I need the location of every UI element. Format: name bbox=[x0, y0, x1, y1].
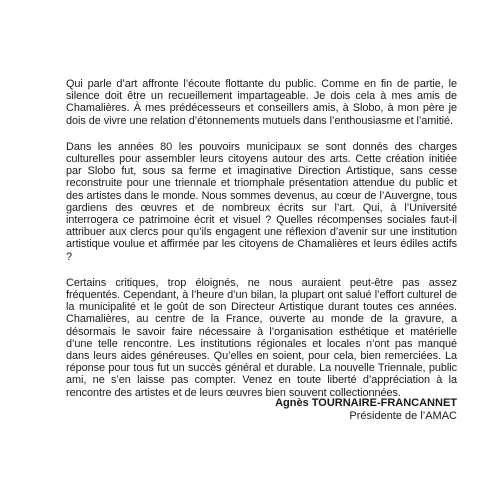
paragraph-1: Qui parle d’art affronte l’écoute flottante du public. Comme en fin de partie, le silence doit être un recueillement impartageable. Je dois cela à mes amis de Chamalières. À mes prédécesseurs et conseillers amis, à Slobo, à mon père je dois de vivre une relation d’étonnements mutuels dans l’enthousiasme et l’amitié. bbox=[66, 78, 457, 127]
paragraph-3: Certains critiques, trop éloignés, ne nous auraient peut-être pas assez fréquentés. Cependant, à l’heure d’un bilan, la plupart ont salué l’effort culturel de la municipalité et le goût de son Directeur Artistique durant toutes ces années. Chamalières, au centre de la France, ouverte au monde de la gravure, a désormais le savoir faire nécessaire à l’organisation esthétique et matérielle d’une telle rencontre. Les institutions régionales et locales n’ont pas manqué dans leurs aides généreuses. Qu’elles en soient, pour cela, bien remerciées. La réponse pour tous fut un succès général et durable. La nouvelle Triennale, public ami, ne s’en laisse pas compter. Venez en toute liberté d’appréciation à la rencontre des artistes et de leurs œuvres bien souvent collectionnées. bbox=[66, 276, 457, 399]
signature-block bbox=[275, 397, 457, 423]
signatory-name bbox=[275, 397, 457, 410]
signatory-role: Présidente de l’AMAC bbox=[349, 410, 457, 422]
signatory-first-name: Agnès bbox=[275, 397, 309, 409]
paragraph-2: Dans les années 80 les pouvoirs municipaux se sont donnés des charges culturelles pour assembler leurs citoyens autour des arts. Cette création initiée par Slobo fut, sous sa ferme et imaginative Direction Artistique, sans cesse reconstruite pour une triennale et triomphale présentation attendue du public et des artistes dans le monde. Nous sommes devenus, au cœur de l’Auvergne, tous gardiens des œuvres et de nombreux écrits sur l’art. Qui, à l’Université interrogera ce patrimoine écrit et visuel ? Quelles récompenses sociales faut-il attribuer aux clercs pour qu’ils engagent une réflexion d’avenir sur une institution artistique voulue et affirmée par les citoyens de Chamalières et leurs édiles actifs ? bbox=[66, 140, 457, 263]
document-body bbox=[66, 78, 457, 413]
signatory-last-name: TOURNAIRE-FRANCANNET bbox=[311, 397, 457, 409]
